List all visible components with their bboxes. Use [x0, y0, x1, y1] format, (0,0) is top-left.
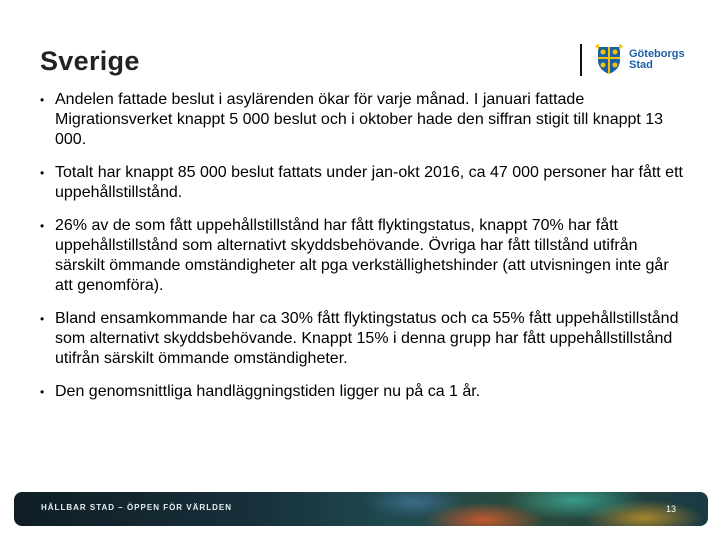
footer-banner — [14, 492, 708, 526]
slide-title: Sverige — [40, 46, 140, 76]
page-number: 13 — [665, 504, 676, 514]
bullet-list — [40, 90, 690, 415]
logo-text-line2: Stad — [629, 59, 653, 71]
logo-text-line1: Göteborgs — [629, 48, 685, 60]
footer-slogan: HÅLLBAR STAD – ÖPPEN FÖR VÄRLDEN — [41, 503, 232, 512]
bullet-item: • Andelen fattade beslut i asylärenden ökar för varje månad. I januari fattade Migrationsverket knappt 5 000 beslut och i oktober hade den siffran stigit till knappt 13 000. — [40, 90, 690, 150]
bullet-item: • 26% av de som fått uppehållstillstånd har fått flyktingstatus, knappt 70% har fått uppehållstillstånd som alternativt skyddsbehövande. Övriga har fått tillstånd utifrån särskilt ömmande omständigheter alt pga verkställighetshinder (att utvisningen inte går att genomföra). — [40, 216, 690, 296]
bullet-item: • Den genomsnittliga handläggningstiden ligger nu på ca 1 år. — [40, 382, 690, 402]
bullet-item: • Totalt har knappt 85 000 beslut fattats under jan-okt 2016, ca 47 000 personer har fått ett uppehållstillstånd. — [40, 163, 690, 203]
goteborgs-stad-logo — [580, 44, 685, 76]
bullet-item: • Bland ensamkommande har ca 30% fått flyktingstatus och ca 55% fått uppehållstillstånd som alternativt skyddsbehövande. Knappt 15% i denna grupp har fått uppehållstillstånd utifrån särskilt ömmande omständigheter. — [40, 309, 690, 369]
logo-text — [629, 49, 685, 71]
logo-divider — [580, 44, 582, 76]
coat-of-arms-icon — [594, 44, 624, 76]
